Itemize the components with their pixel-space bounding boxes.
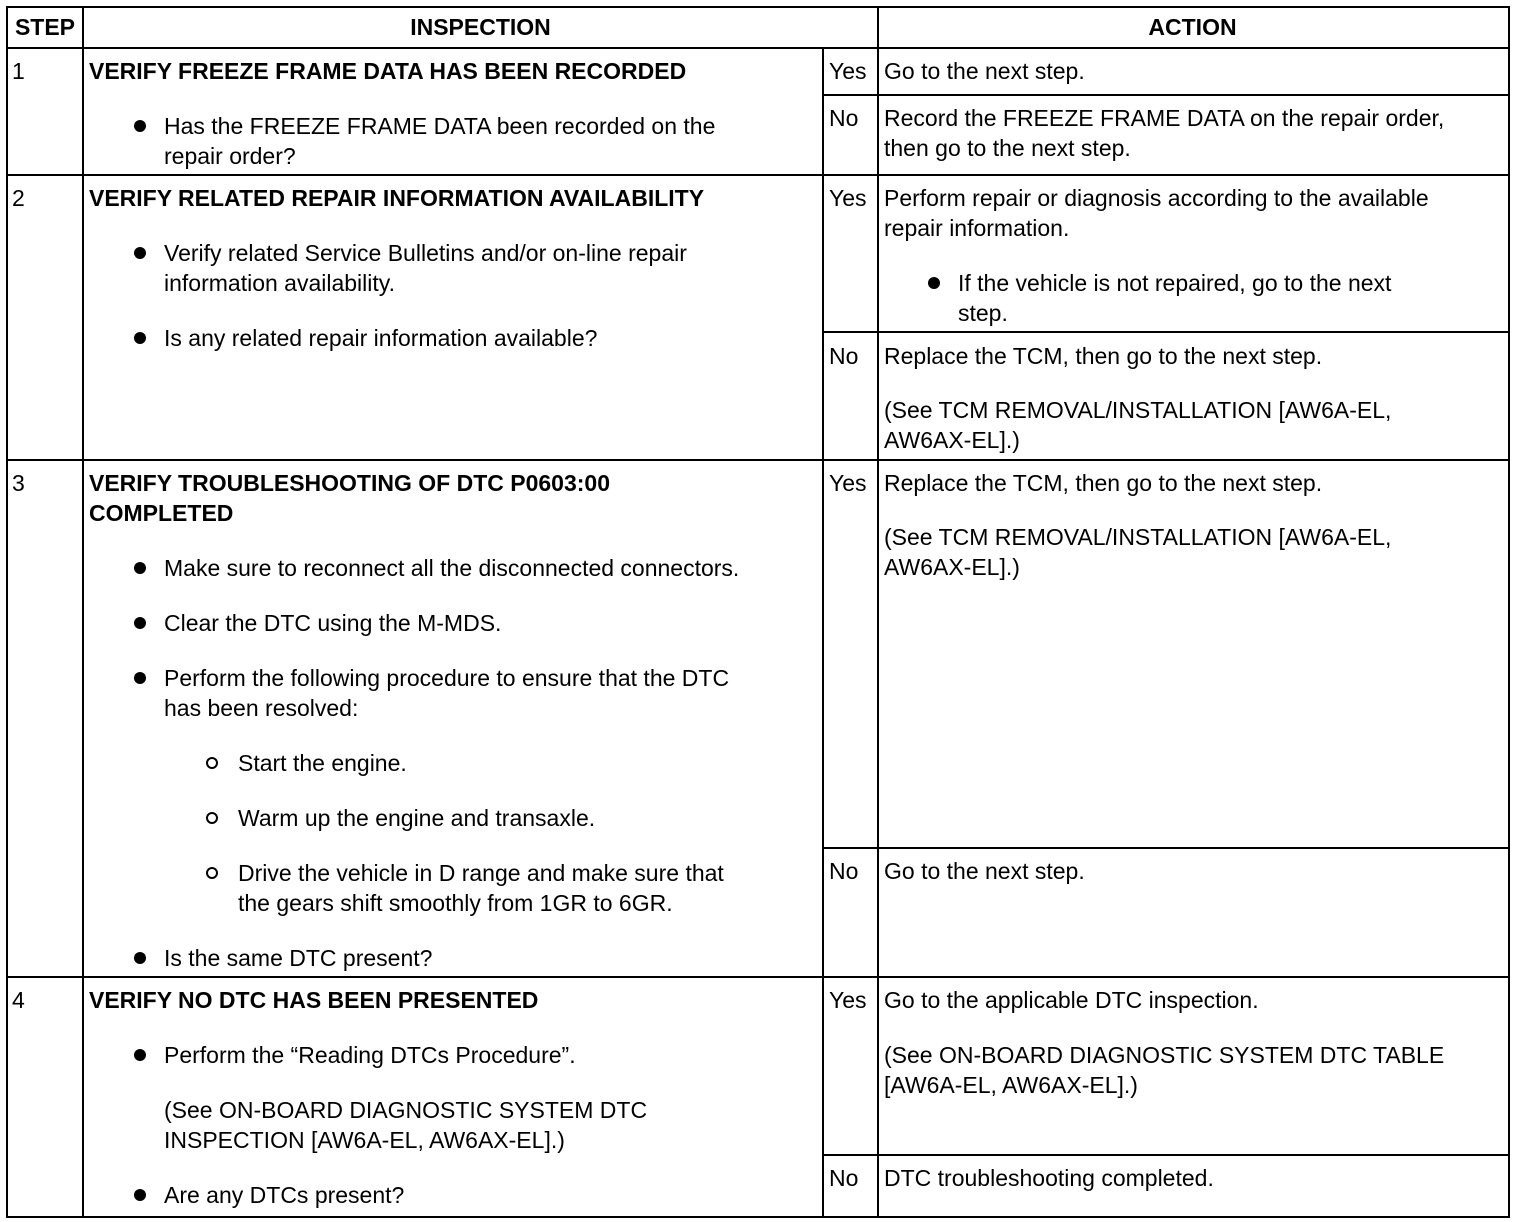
- yesno-divider-4: [822, 1154, 1508, 1156]
- bullet-icon: [134, 120, 146, 132]
- yes-label: Yes: [829, 987, 867, 1013]
- bullet-icon: [134, 1049, 146, 1061]
- sub-bullet-icon: [206, 867, 218, 879]
- inspection-subitem: Drive the vehicle in D range and make sure that: [238, 860, 724, 886]
- header-inspection: INSPECTION: [410, 14, 551, 40]
- inspection-item: INSPECTION [AW6A-EL, AW6AX-EL].): [164, 1127, 565, 1153]
- inspection-item: Verify related Service Bulletins and/or on-line repair: [164, 240, 687, 266]
- inspection-item: Clear the DTC using the M-MDS.: [164, 610, 502, 636]
- yesno-divider-2: [822, 331, 1508, 333]
- inspection-item: Are any DTCs present?: [164, 1182, 405, 1208]
- bullet-icon: [928, 277, 940, 289]
- action-text: [AW6A-EL, AW6AX-EL].): [884, 1072, 1138, 1098]
- bullet-icon: [134, 952, 146, 964]
- row-divider-header: [6, 47, 1508, 49]
- yesno-divider-3: [822, 847, 1508, 849]
- action-text: Replace the TCM, then go to the next step.: [884, 343, 1323, 369]
- header-action: ACTION: [1148, 14, 1237, 40]
- action-text: step.: [958, 300, 1008, 326]
- step-number: 1: [12, 58, 25, 84]
- action-text: Record the FREEZE FRAME DATA on the repair order,: [884, 105, 1445, 131]
- no-label: No: [829, 1165, 859, 1191]
- step-title: VERIFY TROUBLESHOOTING OF DTC P0603:00: [89, 470, 611, 496]
- step-number: 3: [12, 470, 25, 496]
- action-text: repair information.: [884, 215, 1070, 241]
- inspection-item: Make sure to reconnect all the disconnected connectors.: [164, 555, 740, 581]
- action-text: (See ON-BOARD DIAGNOSTIC SYSTEM DTC TABLE: [884, 1042, 1445, 1068]
- yes-label: Yes: [829, 185, 867, 211]
- action-text: (See TCM REMOVAL/INSTALLATION [AW6A-EL,: [884, 397, 1392, 423]
- no-label: No: [829, 343, 859, 369]
- step-number: 4: [12, 987, 25, 1013]
- inspection-subitem: Warm up the engine and transaxle.: [238, 805, 596, 831]
- action-text: DTC troubleshooting completed.: [884, 1165, 1214, 1191]
- action-text: AW6AX-EL].): [884, 427, 1020, 453]
- action-text: Go to the next step.: [884, 58, 1085, 84]
- inspection-item: Has the FREEZE FRAME DATA been recorded on the: [164, 113, 716, 139]
- yes-label: Yes: [829, 470, 867, 496]
- step-title: VERIFY FREEZE FRAME DATA HAS BEEN RECORDED: [89, 58, 687, 84]
- action-text: If the vehicle is not repaired, go to the next: [958, 270, 1392, 296]
- row-divider-3: [6, 976, 1508, 978]
- action-text: AW6AX-EL].): [884, 554, 1020, 580]
- inspection-item: Perform the “Reading DTCs Procedure”.: [164, 1042, 576, 1068]
- action-text: Perform repair or diagnosis according to the available: [884, 185, 1429, 211]
- action-text: then go to the next step.: [884, 135, 1131, 161]
- bullet-icon: [134, 332, 146, 344]
- inspection-item: Is the same DTC present?: [164, 945, 433, 971]
- no-label: No: [829, 105, 859, 131]
- step-title: COMPLETED: [89, 500, 234, 526]
- step-number: 2: [12, 185, 25, 211]
- inspection-item: repair order?: [164, 143, 296, 169]
- action-text: Go to the next step.: [884, 858, 1085, 884]
- header-step: STEP: [14, 14, 76, 40]
- inspection-subitem: Start the engine.: [238, 750, 407, 776]
- action-text: (See TCM REMOVAL/INSTALLATION [AW6A-EL,: [884, 524, 1392, 550]
- sub-bullet-icon: [206, 757, 218, 769]
- yesno-divider-1: [822, 94, 1508, 96]
- bullet-icon: [134, 562, 146, 574]
- action-text: Replace the TCM, then go to the next step.: [884, 470, 1323, 496]
- inspection-item: Is any related repair information available?: [164, 325, 598, 351]
- step-title: VERIFY RELATED REPAIR INFORMATION AVAILABILITY: [89, 185, 705, 211]
- step-title: VERIFY NO DTC HAS BEEN PRESENTED: [89, 987, 539, 1013]
- bullet-icon: [134, 1189, 146, 1201]
- row-divider-2: [6, 459, 1508, 461]
- col-divider-action: [877, 6, 879, 1216]
- col-divider-yesno: [822, 48, 824, 1216]
- action-text: Go to the applicable DTC inspection.: [884, 987, 1259, 1013]
- inspection-item: Perform the following procedure to ensure that the DTC: [164, 665, 730, 691]
- row-divider-1: [6, 174, 1508, 176]
- diagnostic-table: [6, 6, 1508, 1216]
- inspection-subitem: the gears shift smoothly from 1GR to 6GR.: [238, 890, 673, 916]
- sub-bullet-icon: [206, 812, 218, 824]
- no-label: No: [829, 858, 859, 884]
- bullet-icon: [134, 672, 146, 684]
- bullet-icon: [134, 617, 146, 629]
- bullet-icon: [134, 247, 146, 259]
- yes-label: Yes: [829, 58, 867, 84]
- inspection-item: has been resolved:: [164, 695, 359, 721]
- inspection-item: information availability.: [164, 270, 395, 296]
- col-divider-step: [82, 6, 84, 1216]
- inspection-item: (See ON-BOARD DIAGNOSTIC SYSTEM DTC: [164, 1097, 648, 1123]
